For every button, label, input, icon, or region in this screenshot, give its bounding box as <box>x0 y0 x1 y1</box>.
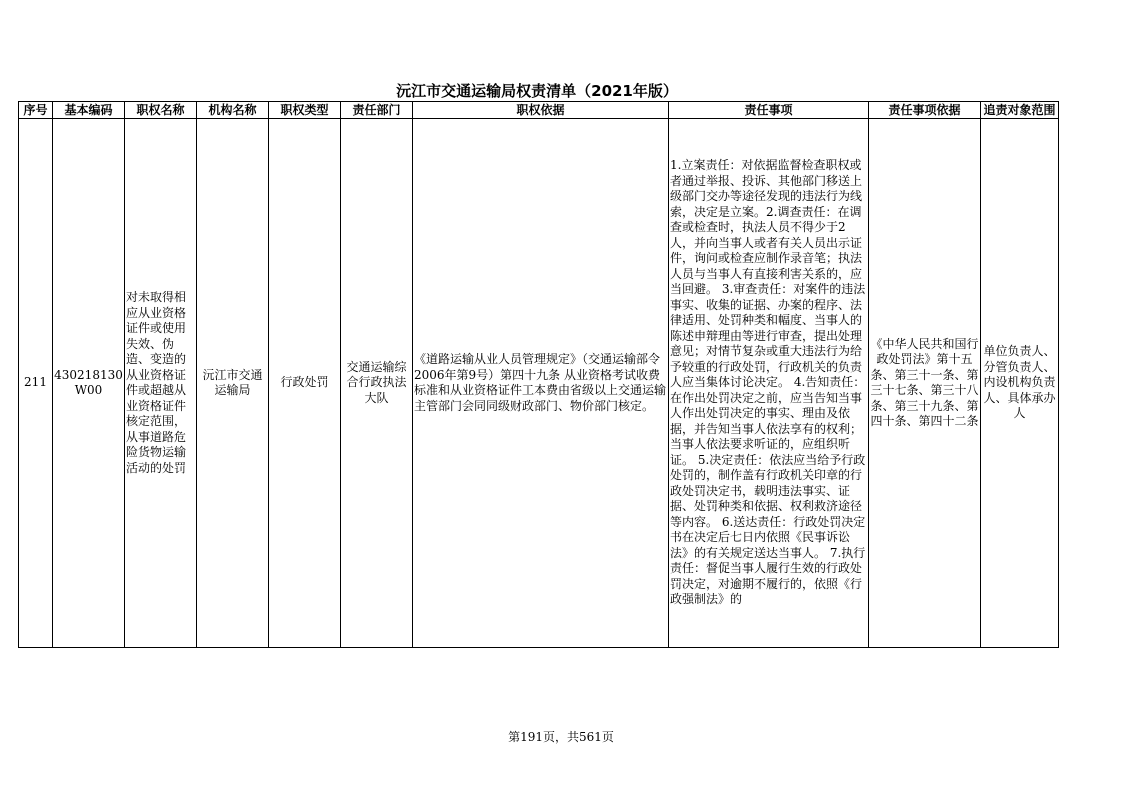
cell-accountability: 单位负责人、分管负责人、内设机构负责人、具体承办人 <box>981 119 1059 648</box>
header-resp-basis: 责任事项依据 <box>869 102 981 119</box>
cell-seq: 211 <box>19 119 53 648</box>
cell-basis: 《道路运输从业人员管理规定》（交通运输部令2006年第9号）第四十九条 从业资格考试收费标准和从业资格证件工本费由省级以上交通运输主管部门会同同级财政部门、物价部门核定。 <box>413 119 669 648</box>
cell-responsibilities: 1.立案责任：对依据监督检查职权或者通过举报、投诉、其他部门移送上级部门交办等途径发现的违法行为线索，决定是立案。2.调查责任：在调查或检查时，执法人员不得少于2人，并向当事人或者有关人员出示证件，询问或检查应制作录音笔；执法人员与当事人有直接利害关系的，应当回避。 3.审查责任：对案件的违法事实、收集的证据、办案的程序、法律适用、处罚种类和幅度、当事人的陈述申辩理由等进行审查，提出处理意见；对情节复杂或重大违法行为给予较重的行政处罚，行政机关的负责人应当集体讨论决定。 4.告知责任：在作出处罚决定之前，应当告知当事人作出处罚决定的事实、理由及依据，并告知当事人依法享有的权利；当事人依法要求听证的，应组织听证。 5.决定责任：依法应当给予行政处罚的，制作盖有行政机关印章的行政处罚决定书，载明违法事实、证据、处罚种类和依据、权利救济途径等内容。 6.送达责任：行政处罚决定书在决定后七日内依照《民事诉讼法》的有关规定送达当事人。 7.执行责任：督促当事人履行生效的行政处罚决定，对逾期不履行的，依照《行政强制法》的 <box>669 119 869 648</box>
page-footer: 第191页，共561页 <box>508 730 614 744</box>
header-seq: 序号 <box>19 102 53 119</box>
header-responsibilities: 责任事项 <box>669 102 869 119</box>
header-code: 基本编码 <box>53 102 125 119</box>
cell-agency: 沅江市交通运输局 <box>197 119 269 648</box>
header-basis: 职权依据 <box>413 102 669 119</box>
header-department: 责任部门 <box>341 102 413 119</box>
header-accountability: 追责对象范围 <box>981 102 1059 119</box>
document-title: 沅江市交通运输局权责清单（2021年版） <box>396 82 678 100</box>
duty-table <box>18 101 1059 648</box>
header-power-name: 职权名称 <box>125 102 197 119</box>
cell-power-name: 对未取得相应从业资格证件或使用失效、伪造、变造的从业资格证件或超越从业资格证件核定范围，从事道路危险货物运输活动的处罚 <box>125 119 197 648</box>
header-power-type: 职权类型 <box>269 102 341 119</box>
table-row <box>19 119 1059 648</box>
header-agency: 机构名称 <box>197 102 269 119</box>
cell-department: 交通运输综合行政执法大队 <box>341 119 413 648</box>
cell-power-type: 行政处罚 <box>269 119 341 648</box>
table-header-row <box>19 102 1059 119</box>
cell-resp-basis: 《中华人民共和国行政处罚法》第十五条、第三十一条、第三十七条、第三十八条、第三十九条、第四十条、第四十二条 <box>869 119 981 648</box>
cell-code: 430218130W00 <box>53 119 125 648</box>
